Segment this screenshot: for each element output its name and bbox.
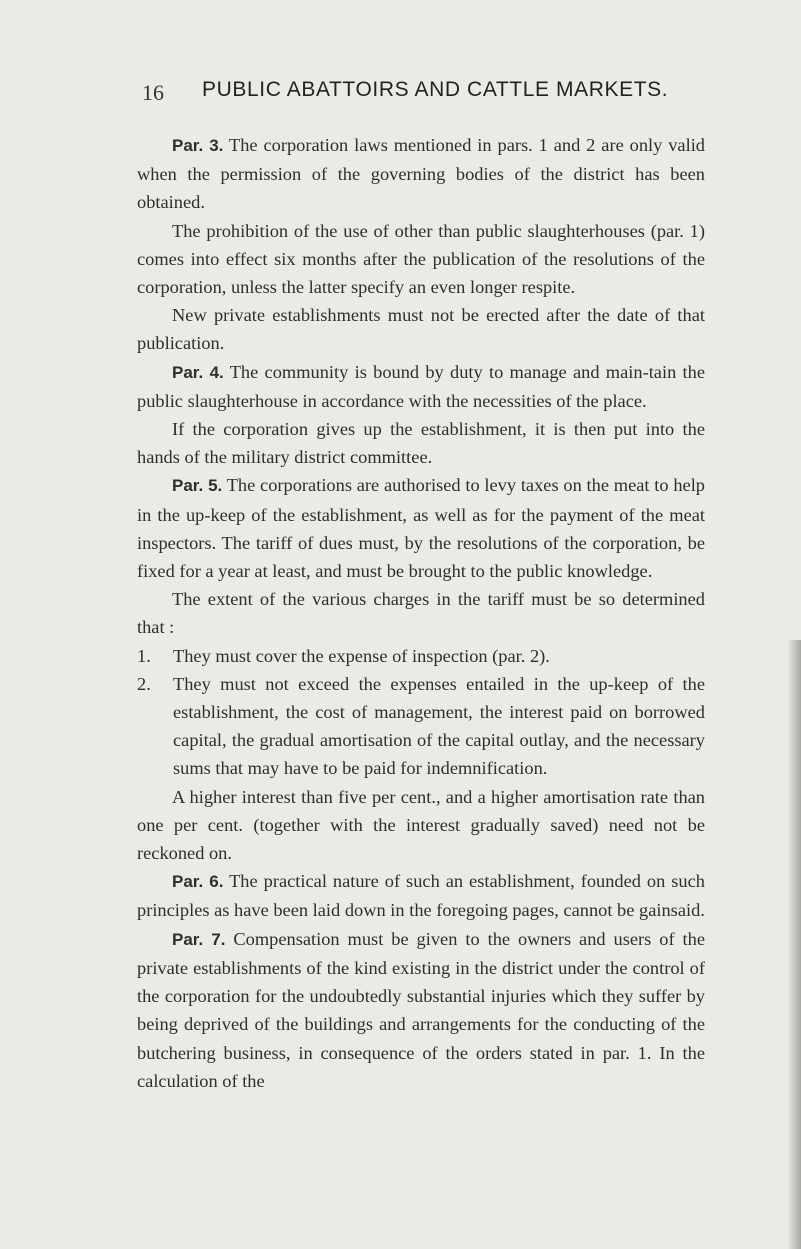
paragraph [137, 301, 705, 357]
paragraph-text: The practical nature of such an establishment, founded on such principles as have been laid down in the foregoing pages, cannot be gainsaid. [137, 871, 705, 921]
body-text [137, 131, 705, 1095]
page-number: 16 [142, 80, 164, 105]
paragraph-text: The extent of the various charges in the tariff must be so determined that : [137, 589, 705, 638]
paragraph-par-7 [137, 925, 705, 1095]
list-item [137, 642, 705, 670]
page-header [0, 78, 801, 108]
list-number: 2. [137, 673, 151, 694]
paragraph [137, 585, 705, 641]
paragraph-text: Compensation must be given to the owners and users of the private establishments of the kind existing in the district under the control of the corporation for the undoubtedly substantial injuries which they suffer by being deprived of the buildings and arrangements for the conducting of the butchering business, in consequence of the orders stated in par. 1. In the calculation of the [137, 928, 705, 1091]
paragraph-par-4 [137, 358, 705, 415]
par-label: Par. 3. [172, 136, 224, 155]
running-head: PUBLIC ABATTOIRS AND CATTLE MARKETS. [202, 78, 669, 101]
paragraph-text: The corporation laws mentioned in pars. 1 and 2 are only valid when the permission of the governing bodies of the district has been obtained. [137, 135, 705, 213]
page-edge-shadow [787, 640, 801, 1249]
par-label: Par. 7. [172, 929, 226, 949]
paragraph [137, 415, 705, 471]
paragraph-text: If the corporation gives up the establishment, it is then put into the hands of the military district committee. [137, 419, 705, 468]
paragraph-par-3 [137, 131, 705, 217]
list-text: They must not exceed the expenses entailed in the up-keep of the establishment, the cost of management, the interest paid on borrowed capital, the gradual amortisation of the capital outlay, and the necessary sums that may have to be paid for indemnification. [173, 673, 705, 779]
paragraph-par-5 [137, 471, 705, 585]
paragraph-text: The corporations are authorised to levy taxes on the meat to help in the up-keep of the establishment, as well as for the payment of the meat inspectors. The tariff of dues must, by the resolutions of the corporation, be fixed for a year at least, and must be brought to the public knowledge. [137, 475, 705, 582]
list-item [137, 670, 705, 783]
paragraph-text: A higher interest than five per cent., and a higher amortisation rate than one per cent. (together with the interest gradually saved) need not be reckoned on. [137, 786, 705, 864]
par-label: Par. 4. [172, 362, 224, 382]
list-text: They must cover the expense of inspection (par. 2). [173, 645, 550, 666]
par-label: Par. 5. [172, 476, 223, 496]
paragraph-text: The community is bound by duty to manage and main-tain the public slaughterhouse in accordance with the necessities of the place. [137, 361, 705, 411]
paragraph-text: The prohibition of the use of other than public slaughterhouses (par. 1) comes into effect six months after the publication of the resolutions of the corporation, unless the latter specify an even longer respite. [137, 220, 705, 298]
paragraph-text: New private establishments must not be erected after the date of that publication. [137, 305, 705, 354]
list-number: 1. [137, 645, 151, 666]
paragraph-par-6 [137, 867, 705, 924]
paragraph [137, 217, 705, 302]
par-label: Par. 6. [172, 872, 224, 892]
paragraph [137, 783, 705, 868]
